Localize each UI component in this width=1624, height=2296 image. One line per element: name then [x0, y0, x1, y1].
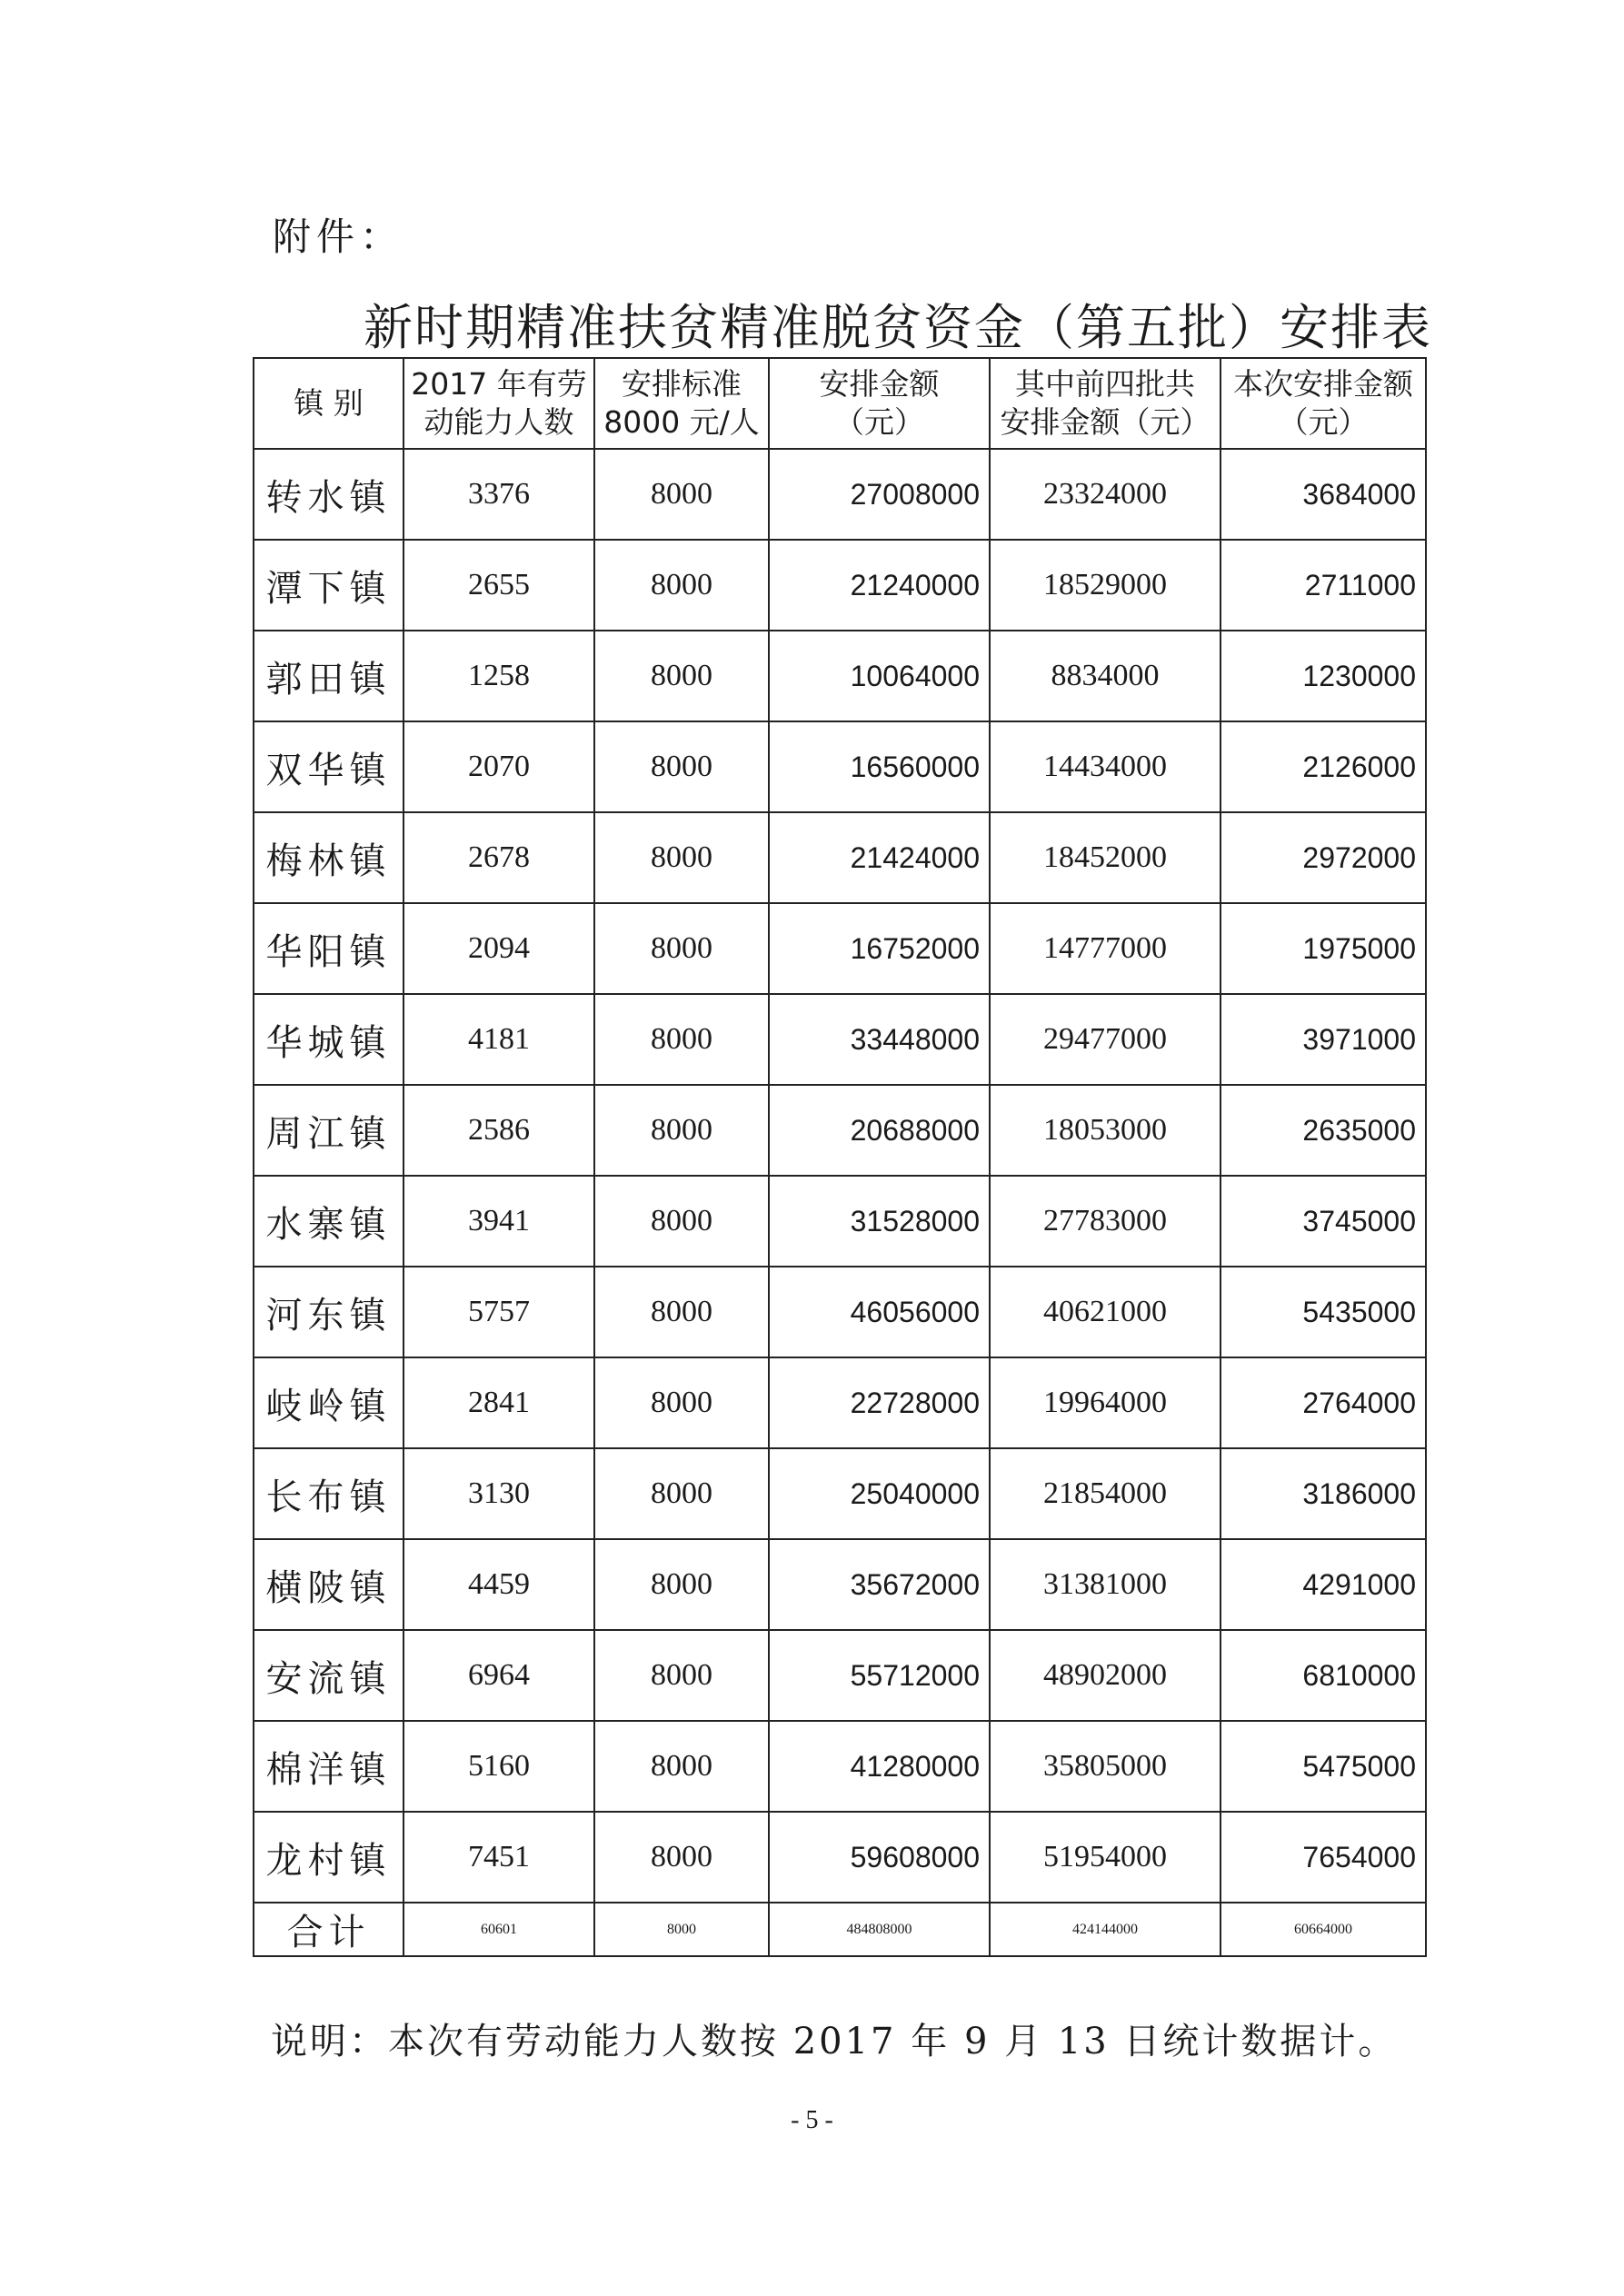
cell-labor: 4459: [404, 1539, 594, 1630]
header-labor-count: 2017 年有劳 动能力人数: [404, 358, 594, 449]
cell-standard: 8000: [594, 812, 769, 903]
cell-prior: 18053000: [990, 1085, 1220, 1176]
cell-labor: 4181: [404, 994, 594, 1085]
table-row: [254, 540, 1426, 631]
cell-current: 6810000: [1220, 1630, 1426, 1721]
cell-current: 2126000: [1220, 721, 1426, 812]
cell-current: 4291000: [1220, 1539, 1426, 1630]
cell-current: 2972000: [1220, 812, 1426, 903]
cell-standard: 8000: [594, 1176, 769, 1267]
cell-current: 3186000: [1220, 1448, 1426, 1539]
total-row: [254, 1903, 1426, 1956]
cell-town: 岐岭镇: [254, 1357, 404, 1448]
cell-town: 华阳镇: [254, 903, 404, 994]
cell-prior: 14777000: [990, 903, 1220, 994]
cell-labor: 2678: [404, 812, 594, 903]
cell-amount: 27008000: [769, 449, 990, 540]
cell-amount: 20688000: [769, 1085, 990, 1176]
cell-prior: 21854000: [990, 1448, 1220, 1539]
cell-standard: 8000: [594, 1539, 769, 1630]
cell-standard: 8000: [594, 449, 769, 540]
cell-standard: 8000: [594, 1812, 769, 1903]
cell-amount: 21240000: [769, 540, 990, 631]
cell-prior: 35805000: [990, 1721, 1220, 1812]
total-amount: 484808000: [769, 1903, 990, 1956]
cell-standard: 8000: [594, 540, 769, 631]
cell-town: 潭下镇: [254, 540, 404, 631]
cell-amount: 31528000: [769, 1176, 990, 1267]
header-prior-amount: 其中前四批共 安排金额（元）: [990, 358, 1220, 449]
table-row: [254, 721, 1426, 812]
table-row: [254, 1448, 1426, 1539]
cell-standard: 8000: [594, 631, 769, 721]
footnote: 说明：本次有劳动能力人数按 2017 年 9 月 13 日统计数据计。: [271, 2021, 1398, 2062]
cell-town: 华城镇: [254, 994, 404, 1085]
cell-current: 1230000: [1220, 631, 1426, 721]
cell-current: 3971000: [1220, 994, 1426, 1085]
cell-amount: 22728000: [769, 1357, 990, 1448]
cell-standard: 8000: [594, 1267, 769, 1357]
cell-prior: 14434000: [990, 721, 1220, 812]
table-row: [254, 994, 1426, 1085]
cell-prior: 27783000: [990, 1176, 1220, 1267]
cell-town: 河东镇: [254, 1267, 404, 1357]
table-row: [254, 1630, 1426, 1721]
table-header-row: [254, 358, 1426, 449]
page-number: - 5 -: [791, 2106, 833, 2134]
cell-current: 1975000: [1220, 903, 1426, 994]
table-row: [254, 1085, 1426, 1176]
header-current-amount: 本次安排金额 （元）: [1220, 358, 1426, 449]
header-amount: 安排金额 （元）: [769, 358, 990, 449]
cell-prior: 18452000: [990, 812, 1220, 903]
cell-labor: 2655: [404, 540, 594, 631]
cell-town: 转水镇: [254, 449, 404, 540]
cell-current: 2635000: [1220, 1085, 1426, 1176]
cell-labor: 2586: [404, 1085, 594, 1176]
table-row: [254, 449, 1426, 540]
cell-standard: 8000: [594, 903, 769, 994]
cell-labor: 3941: [404, 1176, 594, 1267]
cell-town: 棉洋镇: [254, 1721, 404, 1812]
cell-town: 安流镇: [254, 1630, 404, 1721]
table-row: [254, 631, 1426, 721]
document-title: 新时期精准扶贫精准脱贫资金（第五批）安排表: [364, 299, 1432, 356]
cell-standard: 8000: [594, 1085, 769, 1176]
cell-amount: 46056000: [769, 1267, 990, 1357]
cell-current: 2764000: [1220, 1357, 1426, 1448]
cell-current: 7654000: [1220, 1812, 1426, 1903]
total-current: 60664000: [1220, 1903, 1426, 1956]
table-row: [254, 812, 1426, 903]
cell-labor: 2094: [404, 903, 594, 994]
header-town: 镇 别: [254, 358, 404, 449]
cell-prior: 18529000: [990, 540, 1220, 631]
total-labor: 60601: [404, 1903, 594, 1956]
cell-amount: 55712000: [769, 1630, 990, 1721]
cell-standard: 8000: [594, 994, 769, 1085]
cell-labor: 3376: [404, 449, 594, 540]
cell-town: 郭田镇: [254, 631, 404, 721]
cell-labor: 6964: [404, 1630, 594, 1721]
cell-standard: 8000: [594, 1448, 769, 1539]
cell-standard: 8000: [594, 1630, 769, 1721]
cell-current: 5475000: [1220, 1721, 1426, 1812]
cell-town: 长布镇: [254, 1448, 404, 1539]
cell-labor: 5160: [404, 1721, 594, 1812]
cell-prior: 29477000: [990, 994, 1220, 1085]
cell-amount: 25040000: [769, 1448, 990, 1539]
cell-labor: 2841: [404, 1357, 594, 1448]
cell-prior: 51954000: [990, 1812, 1220, 1903]
cell-town: 双华镇: [254, 721, 404, 812]
cell-amount: 35672000: [769, 1539, 990, 1630]
cell-current: 5435000: [1220, 1267, 1426, 1357]
cell-labor: 1258: [404, 631, 594, 721]
cell-town: 周江镇: [254, 1085, 404, 1176]
cell-prior: 8834000: [990, 631, 1220, 721]
cell-amount: 59608000: [769, 1812, 990, 1903]
cell-labor: 3130: [404, 1448, 594, 1539]
cell-amount: 10064000: [769, 631, 990, 721]
cell-town: 水寨镇: [254, 1176, 404, 1267]
total-prior: 424144000: [990, 1903, 1220, 1956]
cell-standard: 8000: [594, 1721, 769, 1812]
table-row: [254, 1176, 1426, 1267]
cell-labor: 5757: [404, 1267, 594, 1357]
total-label: 合计: [254, 1903, 404, 1956]
cell-labor: 7451: [404, 1812, 594, 1903]
header-standard: 安排标准 8000 元/人: [594, 358, 769, 449]
cell-amount: 16560000: [769, 721, 990, 812]
table-row: [254, 1357, 1426, 1448]
cell-town: 横陂镇: [254, 1539, 404, 1630]
cell-standard: 8000: [594, 721, 769, 812]
cell-current: 2711000: [1220, 540, 1426, 631]
table-row: [254, 1267, 1426, 1357]
allocation-table: [253, 357, 1427, 1957]
cell-labor: 2070: [404, 721, 594, 812]
attachment-label: 附件：: [273, 214, 404, 259]
cell-prior: 31381000: [990, 1539, 1220, 1630]
total-standard: 8000: [594, 1903, 769, 1956]
cell-town: 龙村镇: [254, 1812, 404, 1903]
table-row: [254, 1539, 1426, 1630]
table-row: [254, 903, 1426, 994]
cell-prior: 23324000: [990, 449, 1220, 540]
cell-amount: 16752000: [769, 903, 990, 994]
cell-prior: 19964000: [990, 1357, 1220, 1448]
cell-amount: 21424000: [769, 812, 990, 903]
cell-current: 3745000: [1220, 1176, 1426, 1267]
cell-standard: 8000: [594, 1357, 769, 1448]
table-row: [254, 1721, 1426, 1812]
cell-amount: 41280000: [769, 1721, 990, 1812]
cell-amount: 33448000: [769, 994, 990, 1085]
cell-current: 3684000: [1220, 449, 1426, 540]
cell-prior: 40621000: [990, 1267, 1220, 1357]
table-body: [254, 449, 1426, 1903]
cell-town: 梅林镇: [254, 812, 404, 903]
cell-prior: 48902000: [990, 1630, 1220, 1721]
table-row: [254, 1812, 1426, 1903]
